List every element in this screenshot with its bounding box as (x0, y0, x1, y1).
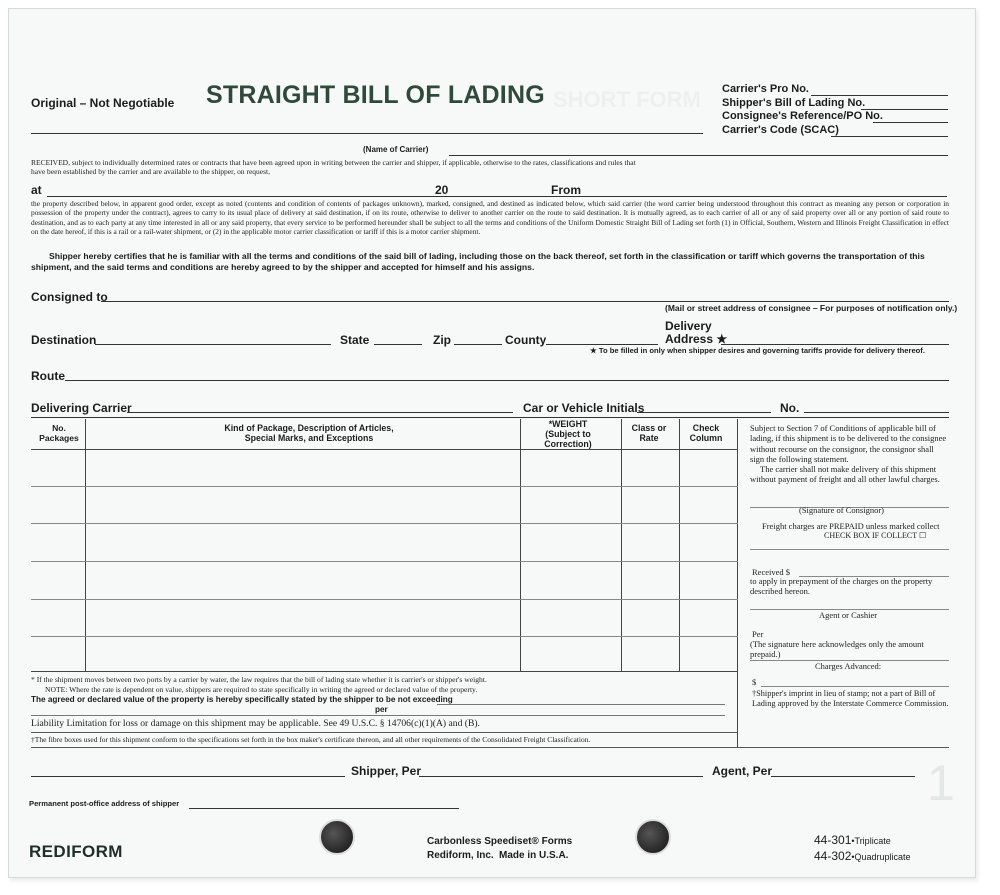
col-divider-3 (621, 419, 622, 671)
table-top-line (31, 417, 949, 418)
car-initials-label: Car or Vehicle Initials (523, 401, 645, 415)
made-in: Made in U.S.A. (499, 850, 569, 861)
star-note: ★ To be filled in only when shipper desires and governing tariffs provide for delivery thereof. (590, 346, 925, 355)
original-label: Original – Not Negotiable (31, 96, 175, 110)
imprint-text: †Shipper's imprint in lieu of stamp; not a part of Bill of Lading approved by the Interstate Commerce Commission. (752, 689, 949, 708)
shipper-sign-line[interactable] (31, 776, 345, 777)
property-text: the property described below, in apparent good order, except as noted (contents and condition of contents of packages unknown), marked, consigned, and destined as indicated below, which said carrier (the word carrier being understood throughout this contract as meaning any person or corporation in possession of the property under the contract), agrees to carry to its usual place of delivery at said destination, if on its route, otherwise to deliver to another carrier on the route to said destination. It is mutually agreed, as to each carrier of all or any of said property over all or any portion of said route to destination, and as to each party at any time interested in all or any said property, that every service to be performed hereunder shall be subject to all the terms and conditions of the Uniform Domestic Straight Bill of Lading set forth (1) in Official, Southern, Western and Illinois Freight Classification in effect on the date hereof, if this is a rail or a rail-water shipment, or (2) in the applicable motor carrier classification or tariff if this is a motor carrier shipment. (31, 199, 949, 236)
destination-label: Destination (31, 333, 97, 347)
shipper-per-line[interactable] (419, 776, 703, 777)
fibre-footnote: †The fibre boxes used for this shipment conform to the specifications set forth in the box maker's certificate thereon, and all other requirements of the Consolidated Freight Classification. (31, 735, 591, 744)
state-line[interactable] (374, 344, 422, 345)
col-divider-4 (679, 419, 680, 671)
certify-text: Shipper hereby certifies that he is familiar with all the terms and conditions of the said bill of lading, including those on the back thereof, set forth in the classification or tariff which governs the transportation of this shipment, and the said terms and conditions are hereby agreed to by the shipper and accepted for himself and his assigns. (31, 251, 925, 272)
charges-advanced-caption: Charges Advanced: (815, 661, 882, 671)
at-label: at (31, 183, 42, 197)
code-301-desc: •Triplicate (851, 836, 891, 846)
car-initials-line[interactable] (637, 412, 771, 413)
code-301: 44-301 (814, 833, 852, 847)
col-divider-5 (737, 419, 738, 747)
binder-hole-right (635, 819, 671, 855)
liability-text: Liability Limitation for loss or damage on this shipment may be applicable. See 49 U.S.C. § 14706(c)(1)(A) and (B). (31, 718, 480, 729)
delivery-address-line[interactable] (721, 344, 949, 345)
county-label: County (505, 333, 547, 347)
consignee-ref-label: Consignee's Reference/PO No. (722, 110, 883, 122)
table-bottom-line (31, 671, 738, 672)
delivering-carrier-label: Delivering Carrier (31, 401, 132, 415)
product-name: Carbonless Speediset® Forms (427, 836, 573, 847)
short-form-watermark: SHORT FORM (553, 87, 701, 112)
table-row[interactable] (31, 486, 738, 487)
route-line[interactable] (65, 380, 949, 381)
dollar-label: $ (752, 677, 757, 687)
col-class-header: Class or Rate (631, 423, 667, 443)
col-divider-2 (520, 419, 521, 671)
footnote-bottom-divider (31, 747, 949, 748)
section7-text: Subject to Section 7 of Conditions of applicable bill of lading, if this shipment is to be delivered to the consignee without recourse on the consignor, the consignor shall sign the following statement. (750, 423, 947, 464)
delivery-label: Delivery (665, 319, 712, 333)
post-office-line[interactable] (189, 808, 459, 809)
year-prefix: 20 (435, 183, 449, 197)
carrier-shall-text: The carrier shall not make delivery of this shipment without payment of freight and all other lawful charges. (750, 464, 940, 485)
carrier-pro-line[interactable] (811, 95, 948, 96)
zip-label: Zip (433, 333, 451, 347)
destination-line[interactable] (95, 344, 331, 345)
state-label: State (340, 333, 370, 347)
carrier-name-line[interactable] (31, 133, 703, 134)
county-line[interactable] (546, 344, 658, 345)
page-number: 1 (927, 755, 955, 811)
table-row[interactable] (31, 599, 738, 600)
table-row[interactable] (31, 523, 738, 524)
page-title: STRAIGHT BILL OF LADING (206, 81, 545, 109)
post-office-label: Permanent post-office address of shipper (29, 799, 180, 808)
no-line[interactable] (804, 412, 949, 413)
shipper-per-label: Shipper, Per (351, 764, 422, 778)
col-kind-header: Kind of Package, Description of Articles, Special Marks, and Exceptions (224, 423, 394, 443)
consigned-to-line[interactable] (101, 301, 949, 302)
table-row[interactable] (31, 561, 738, 562)
company-name: Rediform, Inc. (427, 850, 494, 861)
to-apply-text: to apply in prepayment of the charges on the property described hereon. (750, 576, 933, 597)
from-label: From (551, 183, 581, 197)
carrier-pro-label: Carrier's Pro No. (722, 83, 809, 95)
collect-checkbox[interactable]: CHECK BOX IF COLLECT ☐ (824, 531, 927, 540)
received-amount-label: Received $ (752, 567, 790, 577)
per-label: Per (752, 629, 764, 639)
scac-line[interactable] (831, 136, 948, 137)
route-label: Route (31, 369, 65, 383)
name-of-carrier-caption: (Name of Carrier) (363, 145, 429, 154)
col-divider-1 (85, 419, 86, 671)
shipper-bol-label: Shipper's Bill of Lading No. (722, 97, 866, 109)
ack-text: (The signature here acknowledges only the amount prepaid.) (750, 639, 924, 660)
binder-hole-left (319, 819, 355, 855)
agent-per-label: Agent, Per (712, 764, 773, 778)
mail-note: (Mail or street address of consignee – For purposes of notification only.) (665, 303, 958, 313)
declared-value-line[interactable] (437, 704, 725, 705)
col-packages-header: No. Packages (39, 423, 79, 443)
scac-label: Carrier's Code (SCAC) (722, 124, 839, 136)
delivering-carrier-line[interactable] (127, 412, 513, 413)
consignee-ref-line[interactable] (873, 122, 948, 123)
form-code-quadruplicate (814, 849, 911, 863)
rediform-logo: REDIFORM (29, 842, 123, 861)
address-label: Address ★ (665, 332, 728, 346)
zip-line[interactable] (454, 344, 502, 345)
col-weight-header: *WEIGHT (Subject to Correction) (544, 419, 592, 449)
consigned-to-label: Consigned to (31, 290, 108, 304)
declared-value-text: The agreed or declared value of the property is hereby specifically stated by the shipper to be not exceeding (31, 695, 453, 704)
note-footnote: NOTE: Where the rate is dependent on value, shippers are required to state specifically in writing the agreed or declared value of the property. (45, 685, 478, 694)
per-value-line[interactable] (31, 715, 725, 716)
prepaid-text: Freight charges are PREPAID unless marked collect (762, 521, 940, 531)
bill-of-lading-form (8, 8, 976, 878)
footnote-divider (31, 732, 737, 733)
per-footnote: per (375, 705, 388, 714)
signature-of-consignor-caption: (Signature of Consignor) (799, 505, 884, 515)
prepaid-divider (750, 549, 949, 550)
header-line-right (449, 155, 948, 156)
agent-cashier-caption: Agent or Cashier (819, 610, 878, 620)
agent-per-line[interactable] (771, 776, 915, 777)
at-line[interactable] (47, 196, 947, 197)
code-302-desc: •Quadruplicate (851, 852, 911, 862)
form-code-triplicate (814, 833, 891, 847)
table-row[interactable] (31, 636, 738, 637)
no-label: No. (780, 401, 800, 415)
received-text: RECEIVED, subject to individually determined rates or contracts that have been agreed upon in writing between the carrier and shipper, if applicable, otherwise to the rates, classifications and rules that have been established by the carrier and are available to the shipper, on request, (31, 158, 636, 176)
ports-footnote: * If the shipment moves between two ports by a carrier by water, the law requires that the bill of lading state whether it is carrier's or shipper's weight. (31, 675, 487, 684)
table-header-bottom-line (31, 449, 738, 450)
code-302: 44-302 (814, 849, 852, 863)
col-check-header: Check Column (689, 423, 723, 443)
charges-advanced-amount-line[interactable] (761, 686, 949, 687)
